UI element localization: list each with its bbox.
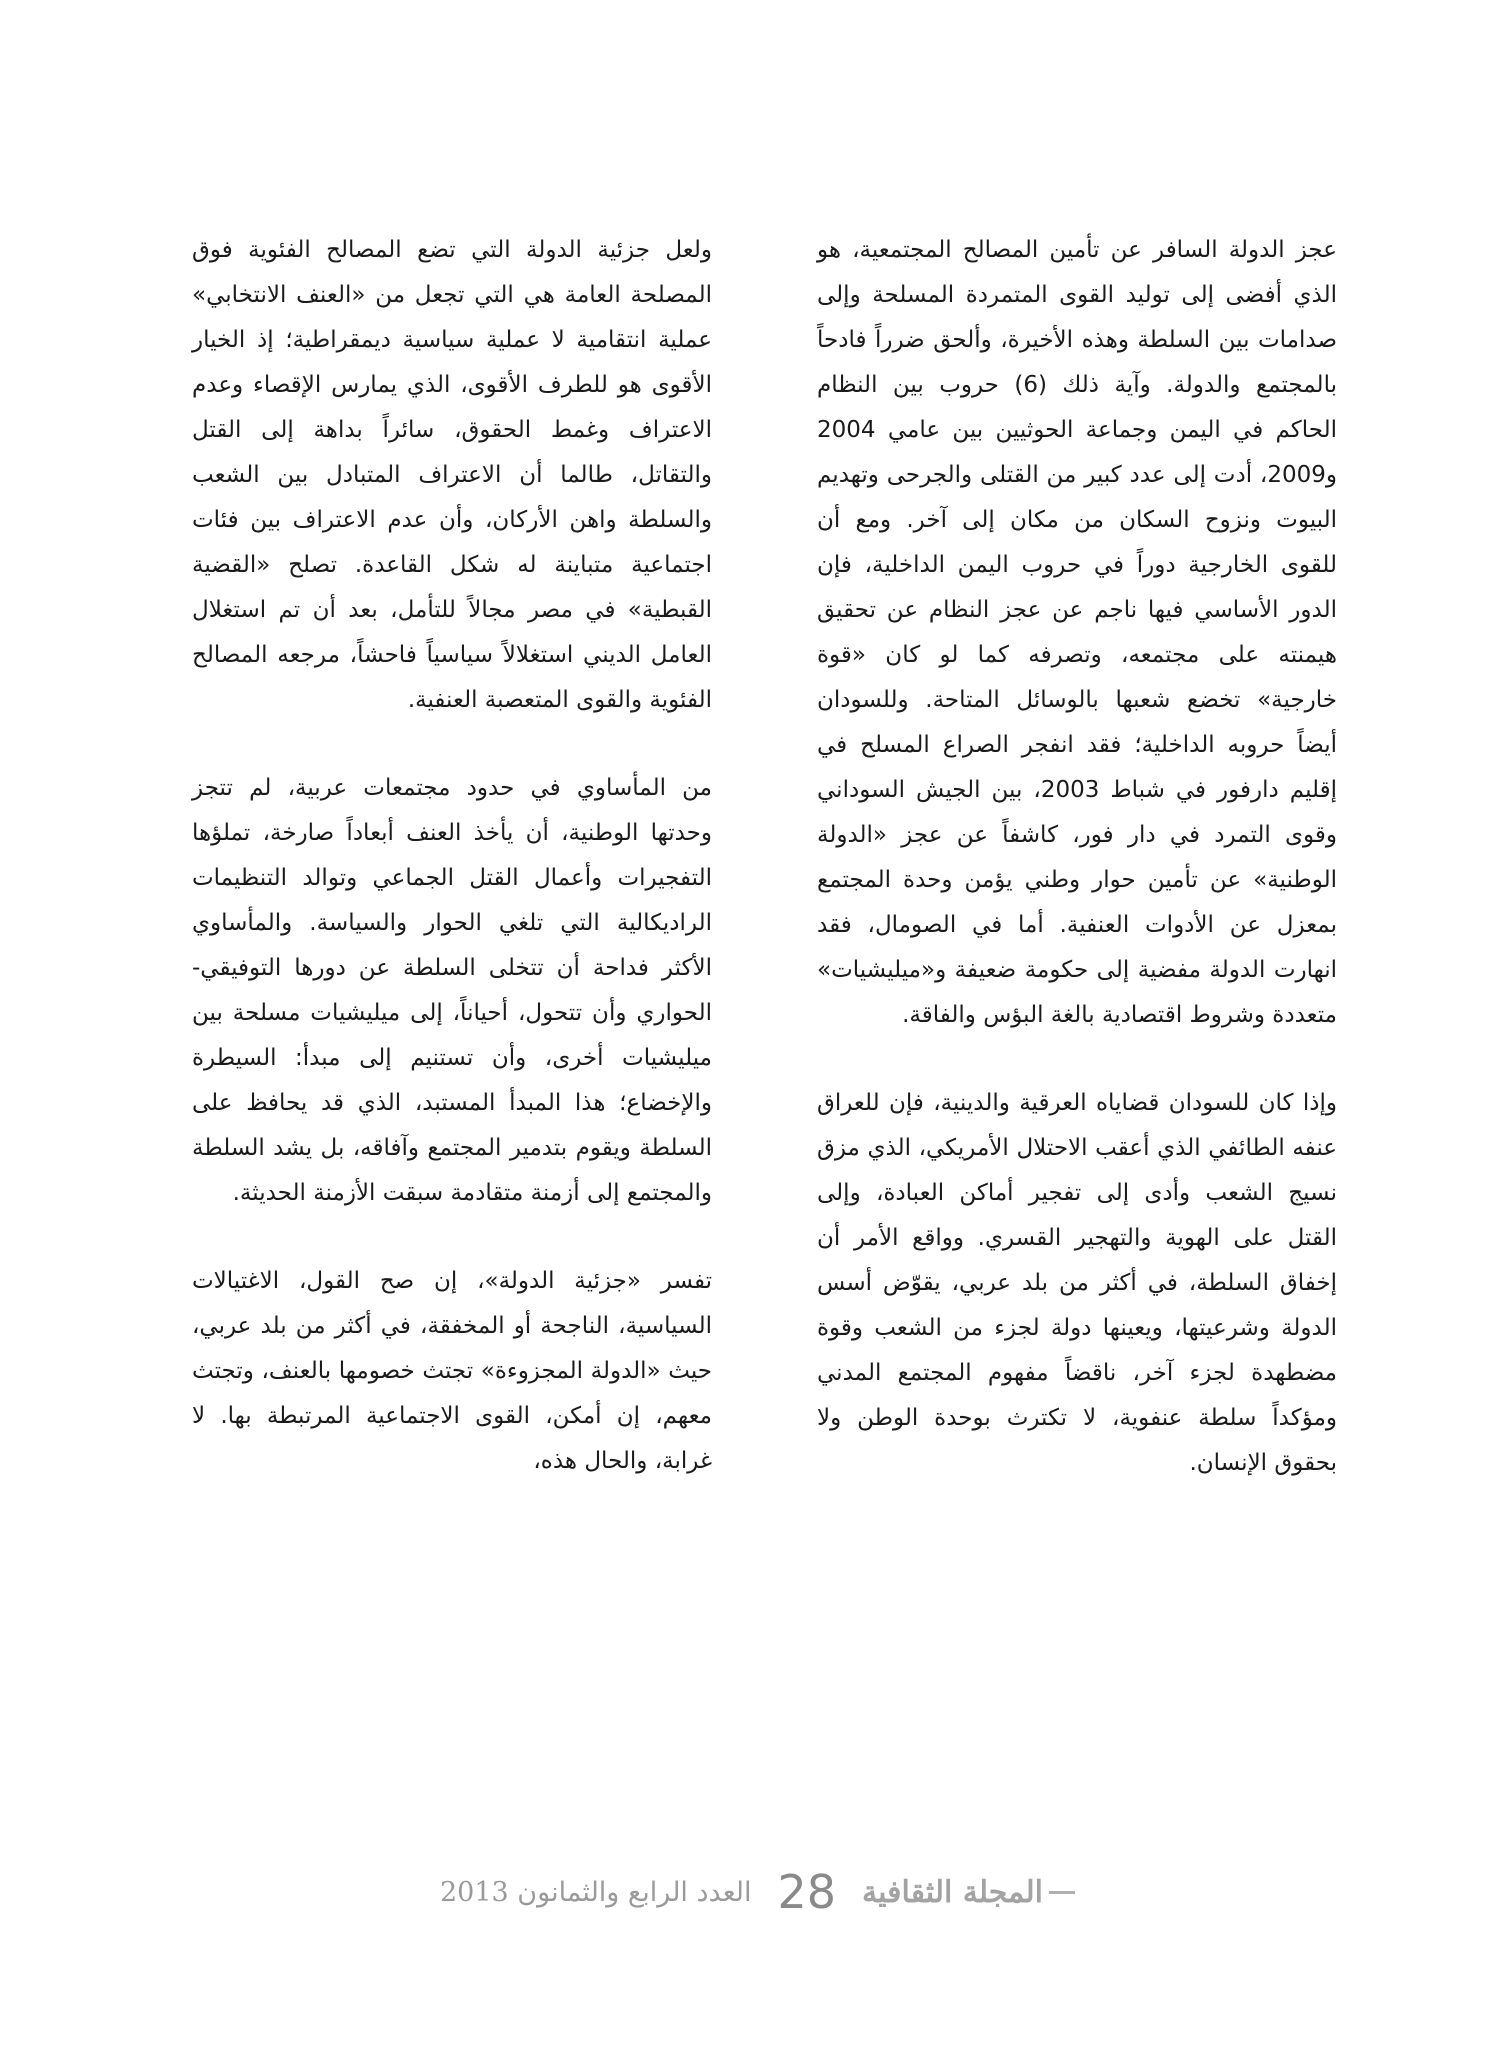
- magazine-name: المجلة الثقافية: [862, 1874, 1043, 1910]
- paragraph: تفسر «جزئية الدولة»، إن صح القول، الاغتيالات السياسية، الناجحة أو المخفقة، في أكثر من بلد عربي، حيث «الدولة المجزوءة» تجتث خصومها بالعنف، وتجتث معهم، إن أمكن، القوى الاجتماعية المرتبطة بها. لا غرابة، والحال هذه،: [192, 1268, 712, 1474]
- page-footer: [440, 1862, 1080, 1922]
- page-number: 28: [777, 1865, 837, 1919]
- issue-label: العدد الرابع والثمانون 2013: [440, 1876, 752, 1908]
- paragraph: عجز الدولة السافر عن تأمين المصالح المجتمعية، هو الذي أفضى إلى توليد القوى المتمردة المسلحة وإلى صدامات بين السلطة وهذه الأخيرة، وألحق ضرراً فادحاً بالمجتمع والدولة. وآية ذلك (6) حروب بين النظام الحاكم في اليمن وجماعة الحوثيين بين عامي 2004 و2009، أدت إلى عدد كبير من القتلى والجرحى وتهديم البيوت ونزوح السكان من مكان إلى آخر. ومع أن للقوى الخارجية دوراً في حروب اليمن الداخلية، فإن الدور الأساسي فيها ناجم عن عجز النظام عن تحقيق هيمنته على مجتمعه، وتصرفه كما لو كان «قوة خارجية» تخضع شعبها بالوسائل المتاحة. وللسودان أيضاً حروبه الداخلية؛ فقد انفجر الصراع المسلح في إقليم دارفور في شباط 2003، بين الجيش السوداني وقوى التمرد في دار فور، كاشفاً عن عجز «الدولة الوطنية» عن تأمين حوار وطني يؤمن وحدة المجتمع بمعزل عن الأدوات العنفية. أما في الصومال، فقد انهارت الدولة مفضية إلى حكومة ضعيفة و«ميليشيات» متعددة وشروط اقتصادية بالغة البؤس والفاقة.: [817, 237, 1338, 1028]
- magazine-rule: [1049, 1891, 1075, 1894]
- paragraph: من المأساوي في حدود مجتمعات عربية، لم تتجز وحدتها الوطنية، أن يأخذ العنف أبعاداً صارخة، تملؤها التفجيرات وأعمال القتل الجماعي وتوالد التنظيمات الراديكالية التي تلغي الحوار والسياسة. والمأساوي الأكثر فداحة أن تتخلى السلطة عن دورها التوفيقي-الحواري وأن تتحول، أحياناً، إلى ميليشيات مسلحة بين ميليشيات أخرى، وأن تستنيم إلى مبدأ: السيطرة والإخضاع؛ هذا المبدأ المستبد، الذي قد يحافظ على السلطة ويقوم بتدمير المجتمع وآفاقه، بل يشد السلطة والمجتمع إلى أزمنة متقادمة سبقت الأزمنة الحديثة.: [192, 775, 712, 1206]
- paragraph: ولعل جزئية الدولة التي تضع المصالح الفئوية فوق المصلحة العامة هي التي تجعل من «العنف الانتخابي» عملية انتقامية لا عملية سياسية ديمقراطية؛ إذ الخيار الأقوى هو للطرف الأقوى، الذي يمارس الإقصاء وعدم الاعتراف وغمط الحقوق، سائراً بداهة إلى القتل والتقاتل، طالما أن الاعتراف المتبادل بين الشعب والسلطة واهن الأركان، وأن عدم الاعتراف بين فئات اجتماعية متباينة له شكل القاعدة. تصلح «القضية القبطية» في مصر مجالاً للتأمل، بعد أن تم استغلال العامل الديني استغلالاً سياسياً فاحشاً، مرجعه المصالح الفئوية والقوى المتعصبة العنفية.: [192, 237, 712, 713]
- text-column-right: [817, 228, 1337, 1529]
- text-column-left: [192, 228, 712, 1527]
- paragraph: وإذا كان للسودان قضاياه العرقية والدينية، فإن للعراق عنفه الطائفي الذي أعقب الاحتلال الأمريكي، الذي مزق نسيج الشعب وأدى إلى تفجير أماكن العبادة، وإلى القتل على الهوية والتهجير القسري. وواقع الأمر أن إخفاق السلطة، في أكثر من بلد عربي، يقوّض أسس الدولة وشرعيتها، ويعينها دولة لجزء من الشعب وقوة مضطهدة لجزء آخر، ناقضاً مفهوم المجتمع المدني ومؤكداً سلطة عنفوية، لا تكترث بوحدة الوطن ولا بحقوق الإنسان.: [817, 1090, 1337, 1476]
